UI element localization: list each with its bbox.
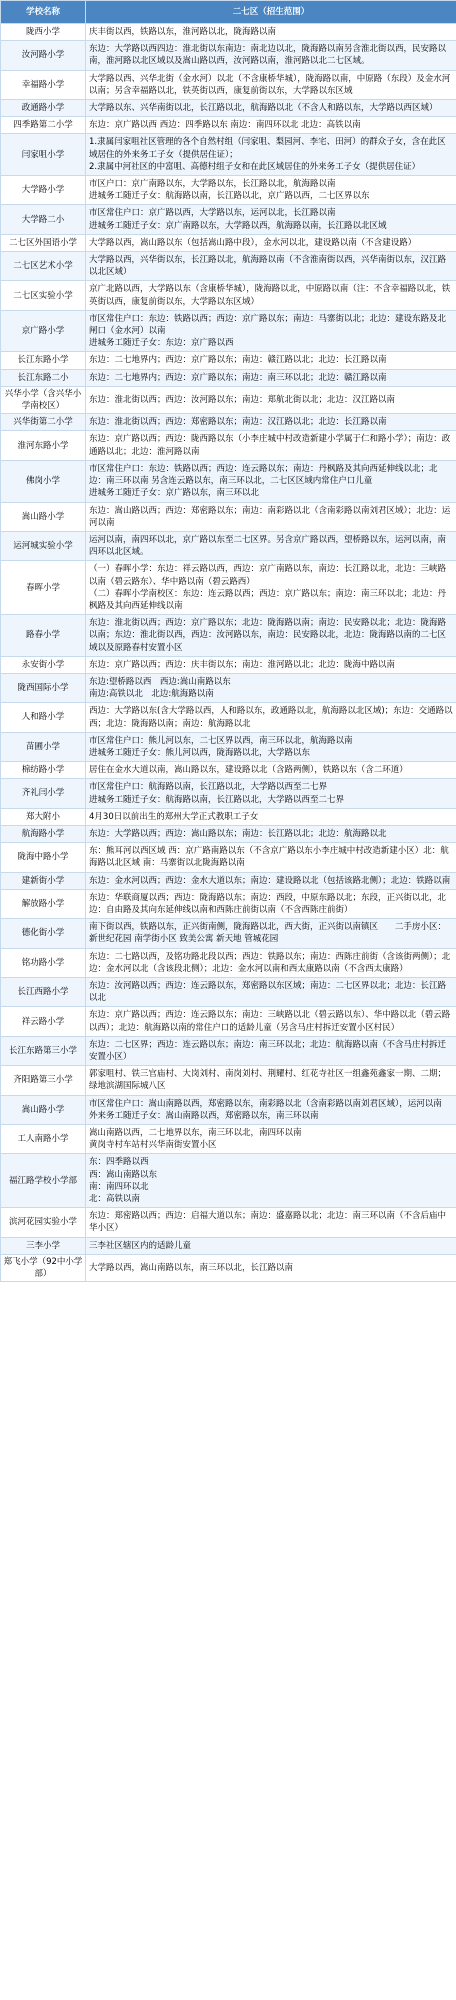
enrollment-range-cell: 居住在金水大道以南，嵩山路以东，建设路以北（含路两侧），铁路以东（含二环道） bbox=[86, 762, 456, 779]
school-name-cell: 苗圃小学 bbox=[1, 732, 86, 761]
enrollment-range-cell: 1.隶属闫家咀社区管理的各个自然村组（闫家咀、梨园河、李宅、田河）的群众子女，含在此区域居住的外来务工子女（提供居住证）； 2.隶属中河社区的中富咀、高德村组子女和在此区域居住的外来务工子女（提供居住证） bbox=[86, 134, 456, 176]
school-name-cell: 汝河路小学 bbox=[1, 41, 86, 70]
school-name-cell: 齐阳路第三小学 bbox=[1, 1066, 86, 1095]
school-name-cell: 棉纺路小学 bbox=[1, 762, 86, 779]
enrollment-range-cell: 大学路以西，兴华街以东，长江路以北，航海路以南（不含淮南街以西，兴华南街以东，汉江路以北区域） bbox=[86, 252, 456, 281]
school-name-cell: 大学路小学 bbox=[1, 176, 86, 205]
table-row bbox=[1, 386, 456, 413]
enrollment-range-cell: 4月30日以前出生的郑州大学正式教职工子女 bbox=[86, 808, 456, 825]
enrollment-range-cell: 市区常住户口：嵩山南路以西，郑密路以东，南彩路以北（含南彩路以南刘君区域），运河以南 外来务工随迁子女：嵩山南路以西，郑密路以东，南三环以南 bbox=[86, 1095, 456, 1124]
enrollment-range-cell: 东边：华联商厦以西；西边：陇海路以东；南边：西段，中原东路以北；东段，正兴街以北，北边：自由路及其向东延伸线以南和西陈庄前街以南（不含西陈庄前街） bbox=[86, 889, 456, 918]
school-name-cell: 二七区艺术小学 bbox=[1, 252, 86, 281]
enrollment-range-cell: 东边：京广路以西；西边：连云路以东；南边：三峡路以北（碧云路以东）、华中路以北（碧云路以西）；北边：航海路以南的常住户口的适龄儿童（另含马庄村拆迁安置小区村民） bbox=[86, 1007, 456, 1036]
school-name-cell: 春晖小学 bbox=[1, 561, 86, 615]
table-body bbox=[1, 24, 456, 1282]
table-row bbox=[1, 70, 456, 99]
table-row bbox=[1, 703, 456, 732]
table-row bbox=[1, 656, 456, 673]
school-name-cell: 兴华街第二小学 bbox=[1, 414, 86, 431]
school-name-cell: 佛岗小学 bbox=[1, 460, 86, 502]
enrollment-range-cell: 东边：京广路以西 西边：四季路以东 南边：南四环以北 北边：高铁以南 bbox=[86, 117, 456, 134]
enrollment-range-cell: 大学路以西，嵩山路以东（包括嵩山路中段），金水河以北，建设路以南（不含建设路） bbox=[86, 234, 456, 251]
table-row bbox=[1, 531, 456, 560]
enrollment-range-cell: 市区常住户口：京广路以西，大学路以东，运河以北，长江路以南 进城务工随迁子女：京广南路以东，大学路以西，航海路以南，长江路以北区域 bbox=[86, 205, 456, 234]
table-row bbox=[1, 100, 456, 117]
enrollment-range-cell: 郭家咀村、铁三官庙村、大岗刘村、南岗刘村、荆耀村、红花寺社区一组鑫苑鑫家一期、二期；绿地滨湖国际城八区 bbox=[86, 1066, 456, 1095]
school-name-cell: 祥云路小学 bbox=[1, 1007, 86, 1036]
enrollment-range-cell: 市区常住户口：东边：铁路以西；西边：连云路以东；南边：丹枫路及其向西延伸线以北；北边：南三环以南 另含连云路以东，南三环以北，二七区区域内常住户口儿童 进城务工随迁子女：京广路以东，南三环以北 bbox=[86, 460, 456, 502]
school-name-cell: 郑飞小学（92中小学部） bbox=[1, 1254, 86, 1281]
enrollment-range-cell: 东边：二七路以西，及铭功路北段以西；西边：铁路以东；南边：西陈庄前街（含该街两侧）；北边：金水河以北（含该段北侧）；北边：金水河以南和西太康路以南（不含西太康路） bbox=[86, 948, 456, 977]
enrollment-range-cell: 西边：大学路以东(含大学路以西，人和路以东，政通路以北，航海路以北区域)；东边：交通路以西；北边：陇海路以南；南边：航海路以北 bbox=[86, 703, 456, 732]
school-name-cell: 福江路学校小学部 bbox=[1, 1154, 86, 1208]
header-enrollment-range: 二七区（招生范围） bbox=[86, 1, 456, 24]
school-name-cell: 建新街小学 bbox=[1, 872, 86, 889]
school-name-cell: 闫家咀小学 bbox=[1, 134, 86, 176]
enrollment-range-cell: 东边：嵩山路以西；西边：郑密路以东；南边：南彩路以北（含南彩路以南刘君区域）；北边：运河以南 bbox=[86, 502, 456, 531]
school-name-cell: 四季路第二小学 bbox=[1, 117, 86, 134]
enrollment-range-cell: 市区常住户口：航海路以南，长江路以北，大学路以西至二七界 进城务工随迁子女：航海路以南，长江路以北，大学路以西至二七界 bbox=[86, 779, 456, 808]
enrollment-range-cell: 东边：淮北街以西；西边：京广路以东；北边：陇海路以南；南边：民安路以北；北边：陇海路以南；东边：淮北街以西，西边：汝河路以东，南边：民安路以北，北边：陇海路以南的二七区域以及原路春村安置小区 bbox=[86, 615, 456, 657]
school-name-cell: 齐礼闫小学 bbox=[1, 779, 86, 808]
table-row bbox=[1, 673, 456, 702]
school-name-cell: 铭功路小学 bbox=[1, 948, 86, 977]
school-name-cell: 人和路小学 bbox=[1, 703, 86, 732]
school-name-cell: 长江西路小学 bbox=[1, 978, 86, 1007]
school-name-cell: 淮河东路小学 bbox=[1, 431, 86, 460]
table-row bbox=[1, 978, 456, 1007]
enrollment-range-cell: 东边：大学路以西；西边：嵩山路以东；南边：长江路以北；北边：航海路以北 bbox=[86, 825, 456, 842]
enrollment-range-cell: 东边：汝河路以西；西边：连云路以东，郑密路以东区域；南边：二七区界以北；北边：长江路以北 bbox=[86, 978, 456, 1007]
table-row bbox=[1, 762, 456, 779]
school-name-cell: 大学路二小 bbox=[1, 205, 86, 234]
school-name-cell: 永安街小学 bbox=[1, 656, 86, 673]
table-header-row bbox=[1, 1, 456, 24]
enrollment-range-cell: 东边：大学路以西四边：淮北街以东南边：南北边以北，陇海路以南另含淮北街以西，民安路以南，淮河路以北区域以及嵩山路以西，汝河路以南，淮河路以北二七区域。 bbox=[86, 41, 456, 70]
enrollment-range-cell: 市区常住户口：东边：铁路以西；西边：京广路以东；南边：马寨街以北；北边：建设东路及北闸口（金水河）以南 进城务工随迁子女：东边：京广路以西 bbox=[86, 310, 456, 352]
table-row bbox=[1, 843, 456, 872]
enrollment-range-cell: 南下街以西，铁路以东，正兴街南侧，陇海路以北，西大街，正兴街以南镇区 二手房小区：新世纪花园 南学街小区 致美公寓 新天地 管城花园 bbox=[86, 919, 456, 948]
table-row bbox=[1, 431, 456, 460]
enrollment-range-cell: 嵩山南路以西，二七地界以东，南三环以北，南四环以南 黄岗寺村车站村兴华南街安置小区 bbox=[86, 1125, 456, 1154]
table-row bbox=[1, 414, 456, 431]
enrollment-range-cell: 东边：郑密路以西；西边：启福大道以东；南边：盛嘉路以北；北边：南三环以南（不含后庙中华小区） bbox=[86, 1208, 456, 1237]
enrollment-range-cell: 市区常住户口：熊儿河以东，二七区界以西，南三环以北，航海路以南 进城务工随迁子女：熊儿河以西，陇海路以北，大学路以东 bbox=[86, 732, 456, 761]
school-name-cell: 嵩山路小学 bbox=[1, 1095, 86, 1124]
table-row bbox=[1, 24, 456, 41]
enrollment-range-cell: 东边：淮北街以西；西边：郑密路以东；南边：汉江路以北；北边：长江路以南 bbox=[86, 414, 456, 431]
table-row bbox=[1, 369, 456, 386]
table-row bbox=[1, 1254, 456, 1281]
table-row bbox=[1, 779, 456, 808]
enrollment-range-cell: （一）春晖小学：东边：祥云路以西，西边：京广南路以东，南边：长江路以北，北边：三峡路以南（碧云路东）、华中路以南（碧云路西） （二）春晖小学南校区：东边：连云路以西；西边：京广路以东；南边：南三环以北；北边：丹枫路及其向西延伸线以南 bbox=[86, 561, 456, 615]
table-row bbox=[1, 615, 456, 657]
enrollment-range-cell: 大学路以西、兴华北街（金水河）以北（不含康桥华城），陇海路以南，中原路（东段）及金水河以南；另含幸福路以北，铁英街以西，康复前街以东，大学路以东区域 bbox=[86, 70, 456, 99]
table-row bbox=[1, 1007, 456, 1036]
table-row bbox=[1, 1154, 456, 1208]
header-school-name: 学校名称 bbox=[1, 1, 86, 24]
school-name-cell: 陇西国际小学 bbox=[1, 673, 86, 702]
table-row bbox=[1, 205, 456, 234]
school-name-cell: 政通路小学 bbox=[1, 100, 86, 117]
school-name-cell: 工人南路小学 bbox=[1, 1125, 86, 1154]
school-name-cell: 滨河花园实验小学 bbox=[1, 1208, 86, 1237]
enrollment-range-cell: 东边：京广路以西；西边：庆丰街以东；南边：淮河路以北；北边：陇海中路以南 bbox=[86, 656, 456, 673]
table-row bbox=[1, 825, 456, 842]
table-row bbox=[1, 310, 456, 352]
table-row bbox=[1, 1036, 456, 1065]
school-name-cell: 解放路小学 bbox=[1, 889, 86, 918]
school-name-cell: 长江东路二小 bbox=[1, 369, 86, 386]
school-name-cell: 陇西小学 bbox=[1, 24, 86, 41]
school-name-cell: 运河城实验小学 bbox=[1, 531, 86, 560]
table-row bbox=[1, 281, 456, 310]
table-row bbox=[1, 1125, 456, 1154]
school-name-cell: 京广路小学 bbox=[1, 310, 86, 352]
school-name-cell: 长江东路小学 bbox=[1, 352, 86, 369]
enrollment-range-cell: 京广北路以西，大学路以东（含康桥华城），陇海路以北，中原路以南（注：不含幸福路以北，铁英街以西，康复前街以东，大学路以东区域） bbox=[86, 281, 456, 310]
enrollment-range-cell: 东边:望桥路以西 西边:嵩山南路以东 南边:高铁以北 北边:航海路以南 bbox=[86, 673, 456, 702]
table-row bbox=[1, 176, 456, 205]
enrollment-range-cell: 东边：京广路以西；西边：陇西路以东（小李庄城中村改造新建小学属于仁和路小学）；南边：政通路以北；北边：淮河路以南 bbox=[86, 431, 456, 460]
school-name-cell: 嵩山路小学 bbox=[1, 502, 86, 531]
enrollment-range-cell: 东边：淮北街以西；西边：汝河路以东；南边：郑航北街以北；北边：汉江路以南 bbox=[86, 386, 456, 413]
school-name-cell: 路春小学 bbox=[1, 615, 86, 657]
school-name-cell: 德化街小学 bbox=[1, 919, 86, 948]
enrollment-range-cell: 市区户口：京广南路以东，大学路以东，长江路以北，航海路以南 进城务工随迁子女：航海路以南，长江路以北，京广路以西，二七区界以东 bbox=[86, 176, 456, 205]
enrollment-range-cell: 大学路以西，嵩山南路以东，南三环以北，长江路以南 bbox=[86, 1254, 456, 1281]
enrollment-range-cell: 庆丰街以西，铁路以东，淮河路以北，陇海路以南 bbox=[86, 24, 456, 41]
school-name-cell: 郑大附小 bbox=[1, 808, 86, 825]
table-row bbox=[1, 252, 456, 281]
enrollment-range-cell: 三李社区辖区内的适龄儿童 bbox=[86, 1237, 456, 1254]
table-row bbox=[1, 872, 456, 889]
school-name-cell: 二七区外国语小学 bbox=[1, 234, 86, 251]
enrollment-range-cell: 东边：二七地界内；西边：京广路以东；南边：赣江路以北；北边：长江路以南 bbox=[86, 352, 456, 369]
school-name-cell: 兴华小学（含兴华小学南校区） bbox=[1, 386, 86, 413]
table-row bbox=[1, 352, 456, 369]
school-name-cell: 航海路小学 bbox=[1, 825, 86, 842]
table-row bbox=[1, 561, 456, 615]
table-row bbox=[1, 41, 456, 70]
enrollment-range-cell: 东边：二七区界；西边：连云路以东；南边：南三环以北；北边：航海路以南（不含马庄村拆迁安置小区） bbox=[86, 1036, 456, 1065]
table-row bbox=[1, 502, 456, 531]
table-row bbox=[1, 1208, 456, 1237]
table-row bbox=[1, 117, 456, 134]
enrollment-range-cell: 东边：二七地界内；西边：京广路以东；南边：南三环以北；北边：赣江路以南 bbox=[86, 369, 456, 386]
table-row bbox=[1, 808, 456, 825]
enrollment-range-cell: 东：熊耳河以西区域 西：京广路南路以东（不含京广路以东小李庄城中村改造新建小区）北：航海路以北区域 南：马寨街以北陇海路以南 bbox=[86, 843, 456, 872]
school-name-cell: 长江东路第三小学 bbox=[1, 1036, 86, 1065]
table-row bbox=[1, 889, 456, 918]
table-row bbox=[1, 732, 456, 761]
table-row bbox=[1, 134, 456, 176]
table-row bbox=[1, 1066, 456, 1095]
enrollment-range-cell: 东：四季路以西 西：嵩山南路以东 南：南四环以北 北：高铁以南 bbox=[86, 1154, 456, 1208]
school-name-cell: 陇海中路小学 bbox=[1, 843, 86, 872]
table-row bbox=[1, 460, 456, 502]
enrollment-range-cell: 运河以南，南四环以北，京广路以东至二七区界。另含京广路以西，望桥路以东，运河以南，南四环以北区域。 bbox=[86, 531, 456, 560]
table-row bbox=[1, 1095, 456, 1124]
enrollment-range-cell: 大学路以东、兴华南街以北，长江路以北，航海路以北（不含人和路以东，大学路以西区域） bbox=[86, 100, 456, 117]
school-name-cell: 幸福路小学 bbox=[1, 70, 86, 99]
school-name-cell: 三李小学 bbox=[1, 1237, 86, 1254]
enrollment-range-cell: 东边：金水河以西；西边：金水大道以东；南边：建设路以北（包括该路北侧）；北边：铁路以南 bbox=[86, 872, 456, 889]
table-row bbox=[1, 948, 456, 977]
school-name-cell: 二七区实验小学 bbox=[1, 281, 86, 310]
table-row bbox=[1, 919, 456, 948]
table-row bbox=[1, 1237, 456, 1254]
table-row bbox=[1, 234, 456, 251]
